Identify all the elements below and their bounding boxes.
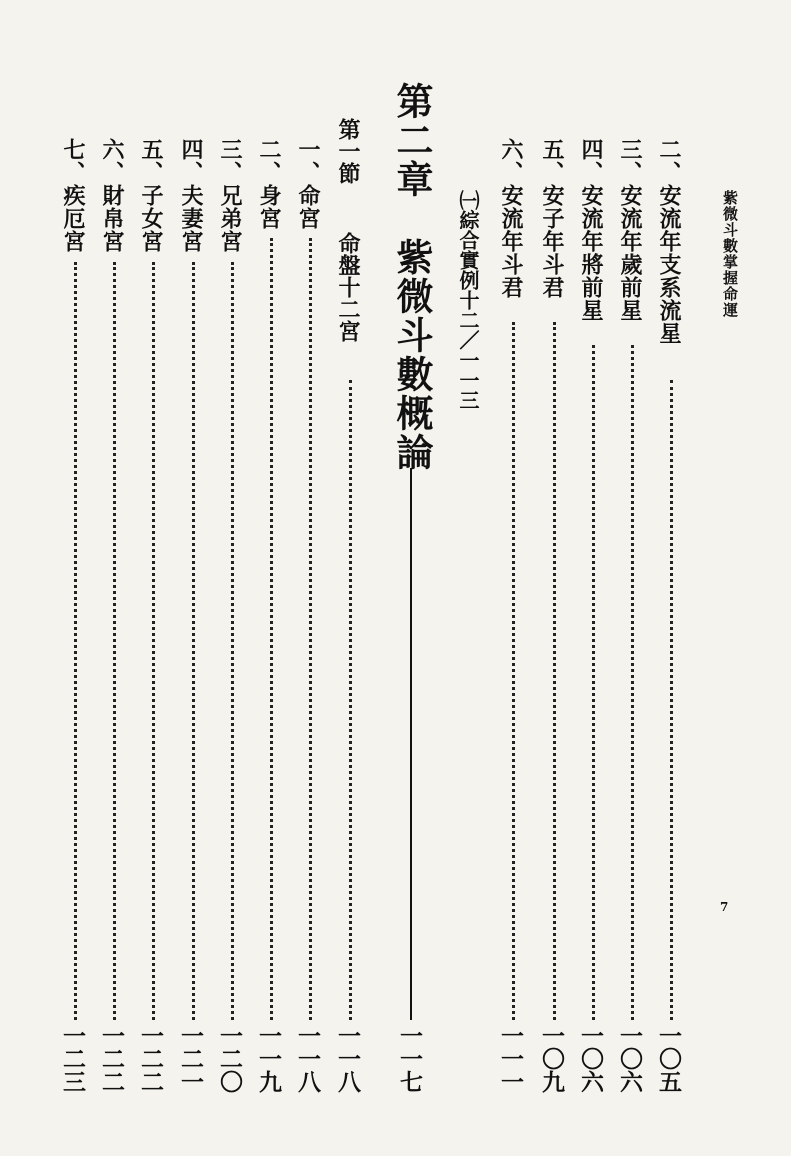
leader-dots	[192, 262, 195, 1020]
chapter-page: 一一七	[396, 1024, 423, 1093]
toc-entry-page: 一二三	[59, 1024, 86, 1093]
toc-entry-title: 五、安子年斗君	[539, 138, 565, 299]
leader-dots	[152, 262, 155, 1020]
leader-dots	[512, 322, 515, 1020]
chapter-label: 第二章	[390, 82, 434, 199]
toc-entry-title: 六、安流年斗君	[498, 138, 524, 299]
chapter-rule	[410, 468, 412, 1020]
toc-entry-page: 一二二	[137, 1024, 164, 1093]
leader-dots	[309, 238, 312, 1020]
toc-entry-title: 四、安流年將前星	[578, 138, 604, 322]
leader-dots	[231, 262, 234, 1020]
leader-dots	[270, 238, 273, 1020]
toc-entry-title: 一、命宮	[295, 138, 321, 230]
toc-entry-page: 一二一	[177, 1024, 204, 1093]
leader-dots	[349, 380, 352, 1020]
leader-dots	[631, 345, 634, 1020]
chapter-title: 紫微斗數概論	[390, 238, 434, 472]
leader-dots	[592, 345, 595, 1020]
toc-entry-title: 六、財帛宮	[99, 138, 125, 253]
leader-dots	[553, 322, 556, 1020]
leader-dots	[74, 262, 77, 1020]
margin-mark: 7	[720, 900, 729, 914]
leader-dots	[670, 380, 673, 1020]
toc-entry-title: 二、安流年支系流星	[656, 138, 682, 345]
toc-entry-page: 一一九	[255, 1024, 282, 1093]
section-page: 一一八	[334, 1024, 361, 1093]
toc-entry-page: 一〇九	[538, 1024, 565, 1093]
example-entry: ㈠綜合實例十二／一一三	[456, 190, 480, 410]
toc-entry-page: 一二〇	[216, 1024, 243, 1093]
toc-entry-title: 五、子女宮	[138, 138, 164, 253]
section-label: 第一節	[335, 118, 361, 184]
toc-entry-page: 一二二	[98, 1024, 125, 1093]
toc-entry-page: 一〇六	[616, 1024, 643, 1093]
toc-entry-title: 三、兄弟宮	[217, 138, 243, 253]
toc-entry-title: 二、身宮	[256, 138, 282, 230]
running-header: 紫微斗數掌握命運	[721, 190, 739, 318]
toc-entry-title: 三、安流年歲前星	[617, 138, 643, 322]
toc-entry-page: 一〇六	[577, 1024, 604, 1093]
toc-entry-page: 一一八	[294, 1024, 321, 1093]
toc-entry-page: 一〇五	[655, 1024, 682, 1093]
toc-entry-page: 一一一	[497, 1024, 524, 1093]
leader-dots	[113, 262, 116, 1020]
toc-entry-title: 四、夫妻宮	[178, 138, 204, 253]
section-title: 命盤十二宮	[335, 232, 361, 342]
toc-entry-title: 七、疾厄宮	[60, 138, 86, 253]
